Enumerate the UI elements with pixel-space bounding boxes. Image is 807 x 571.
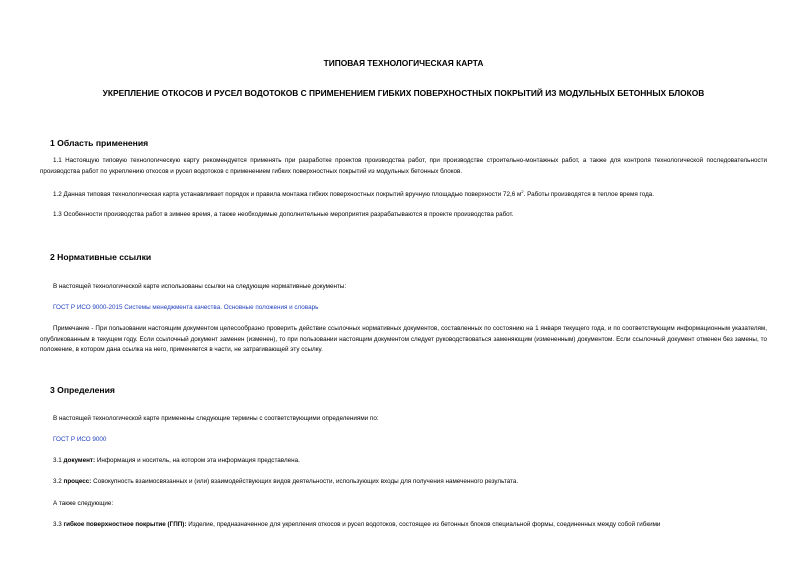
also-following: А также следующие: [53,500,114,507]
gost-9000-link[interactable]: ГОСТ Р ИСО 9000 [53,436,107,443]
paragraph-2-intro: В настоящей технологической карте использованы ссылки на следующие нормативные документы: [53,283,347,290]
paragraph-3-intro: В настоящей технологической карте применены следующие термины с соответствующими определениями по: [53,415,379,422]
definition-3-1: 3.1 документ: Информация и носитель, на котором эта информация представлена. [53,457,300,464]
gost-link[interactable]: ГОСТ Р ИСО 9000-2015 Системы менеджмента качества. Основные положения и словарь [53,304,319,311]
paragraph-1-2: 1.2 Данная типовая технологическая карта устанавливает порядок и правила монтажа гибких поверхностных покрытий вручную площадью поверхности 72,6 $м^2$. Работы производятся в теплое время года. [53,189,654,199]
document-subtitle: УКРЕПЛЕНИЕ ОТКОСОВ И РУСЕЛ ВОДОТОКОВ С ПРИМЕНЕНИЕМ ГИБКИХ ПОВЕРХНОСТНЫХ ПОКРЫТИЙ ИЗ МОДУЛЬНЫХ БЕТОННЫХ БЛОКОВ [102,88,705,98]
paragraph-1-1: 1.1 Настоящую типовую технологическую карту рекомендуется применять при разработке проектов производства работ, при производстве строительно-монтажных работ, а также для контроля технологической последовательности производства работ по укреплению откосов и русел водотоков с применением гибких поверхностных покрытий из модульных бетонных блоков. [40,157,767,175]
document-title: ТИПОВАЯ ТЕХНОЛОГИЧЕСКАЯ КАРТА [323,58,484,68]
note-paragraph: Примечание - При пользовании настоящим документом целесообразно проверить действие ссылочных нормативных документов, составленных по состоянию на 1 января текущего года, и по соответствующим информационным указателям, опубликованным в текущем году. Если ссылочный документ заменен (изменен), то при пользовании настоящим документом следует руководствоваться заменяющим (измененным) документом. Если ссылочный документ отменен без замены, то положение, в котором дана ссылка на него, применяется в части, не затрагивающей эту ссылку. [40,325,767,353]
definition-3-2: 3.2 процесс: Совокупность взаимосвязанных и (или) взаимодействующих видов деятельности, использующих входы для получения намеченного результата. [53,478,519,485]
definition-3-3: 3.3 гибкое поверхностное покрытие (ГПП): Изделие, предназначенное для укрепления откосов и русел водотоков, состоящее из бетонных блоков специальной формы, соединенных между собой гибкими [53,521,661,528]
section-1-heading: 1 Область применения [50,138,149,148]
paragraph-1-3: 1.3 Особенности производства работ в зимнее время, а также необходимые дополнительные мероприятия разрабатываются в проекте производства работ. [53,211,514,218]
section-2-heading: 2 Нормативные ссылки [50,252,152,262]
section-3-heading: 3 Определения [50,385,115,395]
